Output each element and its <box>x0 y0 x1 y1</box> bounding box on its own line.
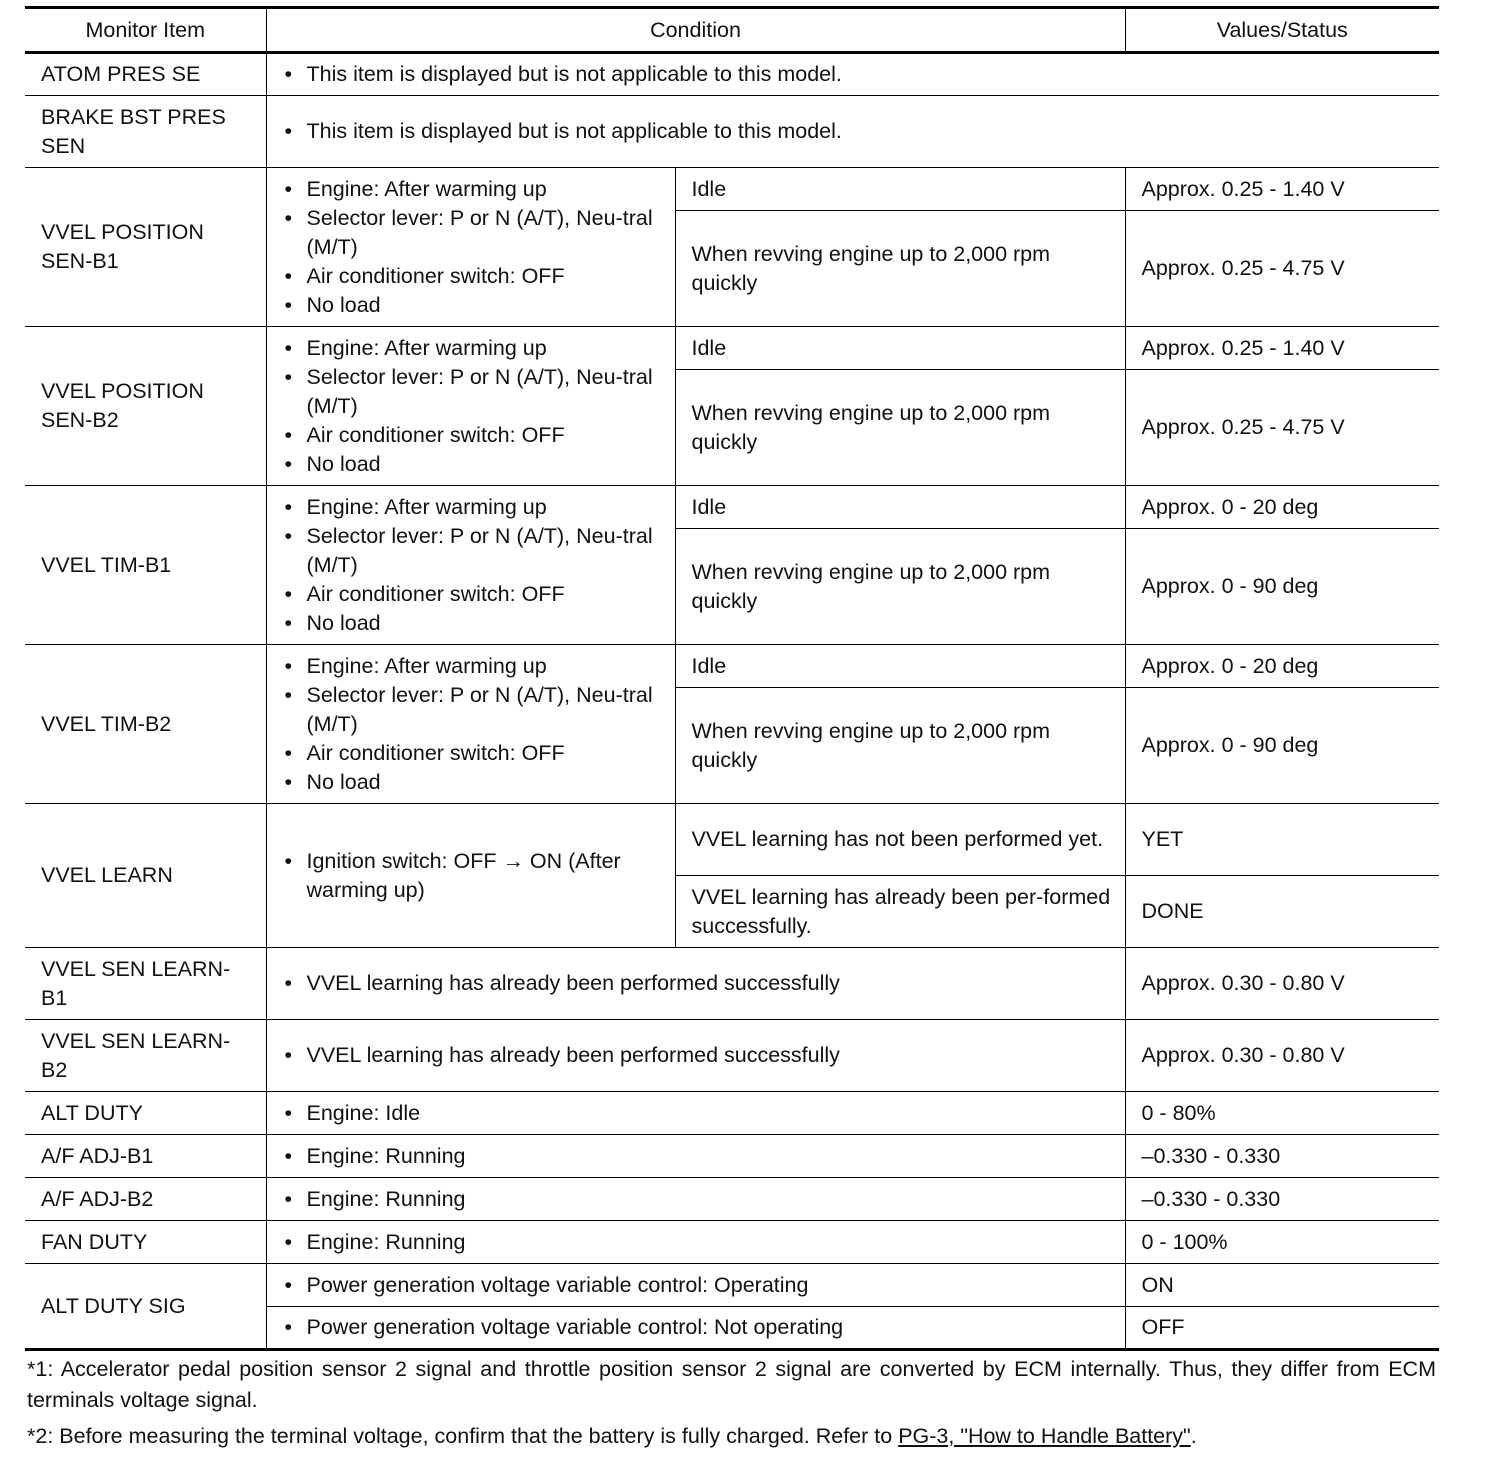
table-row <box>25 1178 1439 1221</box>
condition-bullet: • Air conditioner switch: OFF <box>307 739 661 768</box>
condition-bullet: • Engine: Idle <box>307 1099 1111 1128</box>
condition-cell <box>266 1178 1125 1221</box>
condition-bullet: • No load <box>307 291 661 320</box>
monitor-item-table <box>25 6 1439 1351</box>
header-condition: Condition <box>266 8 1125 53</box>
condition-bullet: • Air conditioner switch: OFF <box>307 580 661 609</box>
sub-condition-cell: Idle <box>675 168 1125 211</box>
condition-bullet: • No load <box>307 768 661 797</box>
value-cell: DONE <box>1125 876 1439 948</box>
value-cell: –0.330 - 0.330 <box>1125 1135 1439 1178</box>
table-row <box>25 1264 1439 1307</box>
table-row <box>25 486 1439 529</box>
value-cell: Approx. 0.30 - 0.80 V <box>1125 948 1439 1020</box>
table-row <box>25 1221 1439 1264</box>
condition-cell <box>266 948 1125 1020</box>
monitor-item-cell: ALT DUTY SIG <box>25 1264 266 1350</box>
value-cell: ON <box>1125 1264 1439 1307</box>
monitor-item-cell: VVEL SEN LEARN-B1 <box>25 948 266 1020</box>
condition-bullet: • Selector lever: P or N (A/T), Neu-tral (M/T) <box>307 522 661 580</box>
table-row <box>25 168 1439 211</box>
sub-condition-cell: Idle <box>675 486 1125 529</box>
monitor-item-cell: VVEL POSITION SEN-B1 <box>25 168 266 327</box>
condition-bullet: • No load <box>307 609 661 638</box>
condition-cell <box>266 1020 1125 1092</box>
value-cell: 0 - 100% <box>1125 1221 1439 1264</box>
value-cell: Approx. 0 - 20 deg <box>1125 486 1439 529</box>
condition-bullet: • Selector lever: P or N (A/T), Neu-tral (M/T) <box>307 363 661 421</box>
condition-bullet: • Selector lever: P or N (A/T), Neu-tral (M/T) <box>307 681 661 739</box>
table-header-row <box>25 8 1439 53</box>
condition-bullet: • Engine: After warming up <box>307 652 661 681</box>
monitor-item-cell: VVEL LEARN <box>25 804 266 948</box>
condition-bullet: • Air conditioner switch: OFF <box>307 421 661 450</box>
condition-bullet: • Engine: After warming up <box>307 334 661 363</box>
table-row <box>25 948 1439 1020</box>
table-row <box>25 53 1439 96</box>
condition-list-cell <box>266 804 675 948</box>
monitor-item-cell: VVEL TIM-B2 <box>25 645 266 804</box>
sub-condition-cell: When revving engine up to 2,000 rpm quickly <box>675 370 1125 486</box>
value-cell: Approx. 0.30 - 0.80 V <box>1125 1020 1439 1092</box>
value-cell: Approx. 0.25 - 4.75 V <box>1125 211 1439 327</box>
condition-cell <box>266 1135 1125 1178</box>
table-row <box>25 1020 1439 1092</box>
condition-bullet: • Power generation voltage variable control: Not operating <box>307 1313 1111 1342</box>
value-cell: Approx. 0 - 20 deg <box>1125 645 1439 688</box>
value-cell: Approx. 0.25 - 1.40 V <box>1125 168 1439 211</box>
monitor-item-cell: FAN DUTY <box>25 1221 266 1264</box>
condition-bullet: • This item is displayed but is not applicable to this model. <box>307 60 1426 89</box>
battery-reference-link[interactable]: PG-3, "How to Handle Battery" <box>898 1424 1191 1448</box>
footnote-2-text: *2: Before measuring the terminal voltage, confirm that the battery is fully charged. Refer to <box>27 1424 899 1448</box>
condition-list-cell <box>266 168 675 327</box>
monitor-item-cell: VVEL SEN LEARN-B2 <box>25 1020 266 1092</box>
monitor-item-cell: A/F ADJ-B1 <box>25 1135 266 1178</box>
table-row <box>25 1092 1439 1135</box>
monitor-item-cell: A/F ADJ-B2 <box>25 1178 266 1221</box>
value-cell: OFF <box>1141 1315 1185 1339</box>
condition-bullet: • Air conditioner switch: OFF <box>307 262 661 291</box>
condition-bullet: • Engine: Running <box>307 1142 1111 1171</box>
sub-condition-cell: Idle <box>675 645 1125 688</box>
value-cell: Approx. 0.25 - 1.40 V <box>1125 327 1439 370</box>
condition-bullet: • Ignition switch: OFF → ON (After warming up) <box>307 847 661 905</box>
condition-cell <box>266 1264 1125 1307</box>
condition-list-cell <box>266 486 675 645</box>
condition-bullet: • VVEL learning has already been performed successfully <box>307 1041 1111 1070</box>
value-cell: Approx. 0 - 90 deg <box>1125 688 1439 804</box>
condition-bullet: • Power generation voltage variable control: Operating <box>307 1271 1111 1300</box>
condition-bullet: • Selector lever: P or N (A/T), Neu-tral (M/T) <box>307 204 661 262</box>
footnote-2-suffix: . <box>1190 1424 1197 1448</box>
sub-condition-cell: When revving engine up to 2,000 rpm quickly <box>675 529 1125 645</box>
condition-bullet: • Engine: After warming up <box>307 493 661 522</box>
table-row <box>25 1135 1439 1178</box>
table-row <box>25 645 1439 688</box>
table-row <box>25 96 1439 168</box>
value-cell: –0.330 - 0.330 <box>1125 1178 1439 1221</box>
footnote-2 <box>27 1421 1436 1452</box>
footnotes <box>27 1354 1436 1457</box>
sub-condition-cell: Idle <box>675 327 1125 370</box>
value-cell: YET <box>1125 804 1439 876</box>
condition-bullet: • VVEL learning has already been performed successfully <box>307 969 1111 998</box>
sub-condition-cell: VVEL learning has not been performed yet. <box>675 804 1125 876</box>
monitor-item-cell: ALT DUTY <box>25 1092 266 1135</box>
sub-condition-cell: When revving engine up to 2,000 rpm quickly <box>675 211 1125 327</box>
footnote-1: *1: Accelerator pedal position sensor 2 signal and throttle position sensor 2 signal are converted by ECM internally. Thus, they differ from ECM terminals voltage signal. <box>27 1357 1436 1412</box>
value-cell: Approx. 0 - 90 deg <box>1125 529 1439 645</box>
condition-cell <box>266 53 1439 96</box>
condition-cell <box>266 1221 1125 1264</box>
monitor-item-cell: BRAKE BST PRES SEN <box>25 96 266 168</box>
condition-bullet: • Engine: After warming up <box>307 175 661 204</box>
sub-condition-cell: VVEL learning has already been per-formed successfully. <box>675 876 1125 948</box>
condition-cell <box>266 96 1439 168</box>
monitor-item-cell: ATOM PRES SE <box>25 53 266 96</box>
condition-bullet: • This item is displayed but is not applicable to this model. <box>307 117 1426 146</box>
monitor-item-cell: VVEL POSITION SEN-B2 <box>25 327 266 486</box>
condition-bullet: • Engine: Running <box>307 1185 1111 1214</box>
value-cell: Approx. 0.25 - 4.75 V <box>1125 370 1439 486</box>
condition-list-cell <box>266 327 675 486</box>
monitor-item-cell: VVEL TIM-B1 <box>25 486 266 645</box>
condition-list-cell <box>266 645 675 804</box>
condition-bullet: • No load <box>307 450 661 479</box>
condition-bullet: • Engine: Running <box>307 1228 1111 1257</box>
header-monitor-item: Monitor Item <box>25 8 266 53</box>
condition-cell <box>266 1307 1125 1350</box>
header-values-status: Values/Status <box>1125 8 1439 53</box>
table-row <box>25 804 1439 876</box>
sub-condition-cell: When revving engine up to 2,000 rpm quickly <box>675 688 1125 804</box>
value-cell: 0 - 80% <box>1125 1092 1439 1135</box>
table-row <box>25 327 1439 370</box>
condition-cell <box>266 1092 1125 1135</box>
